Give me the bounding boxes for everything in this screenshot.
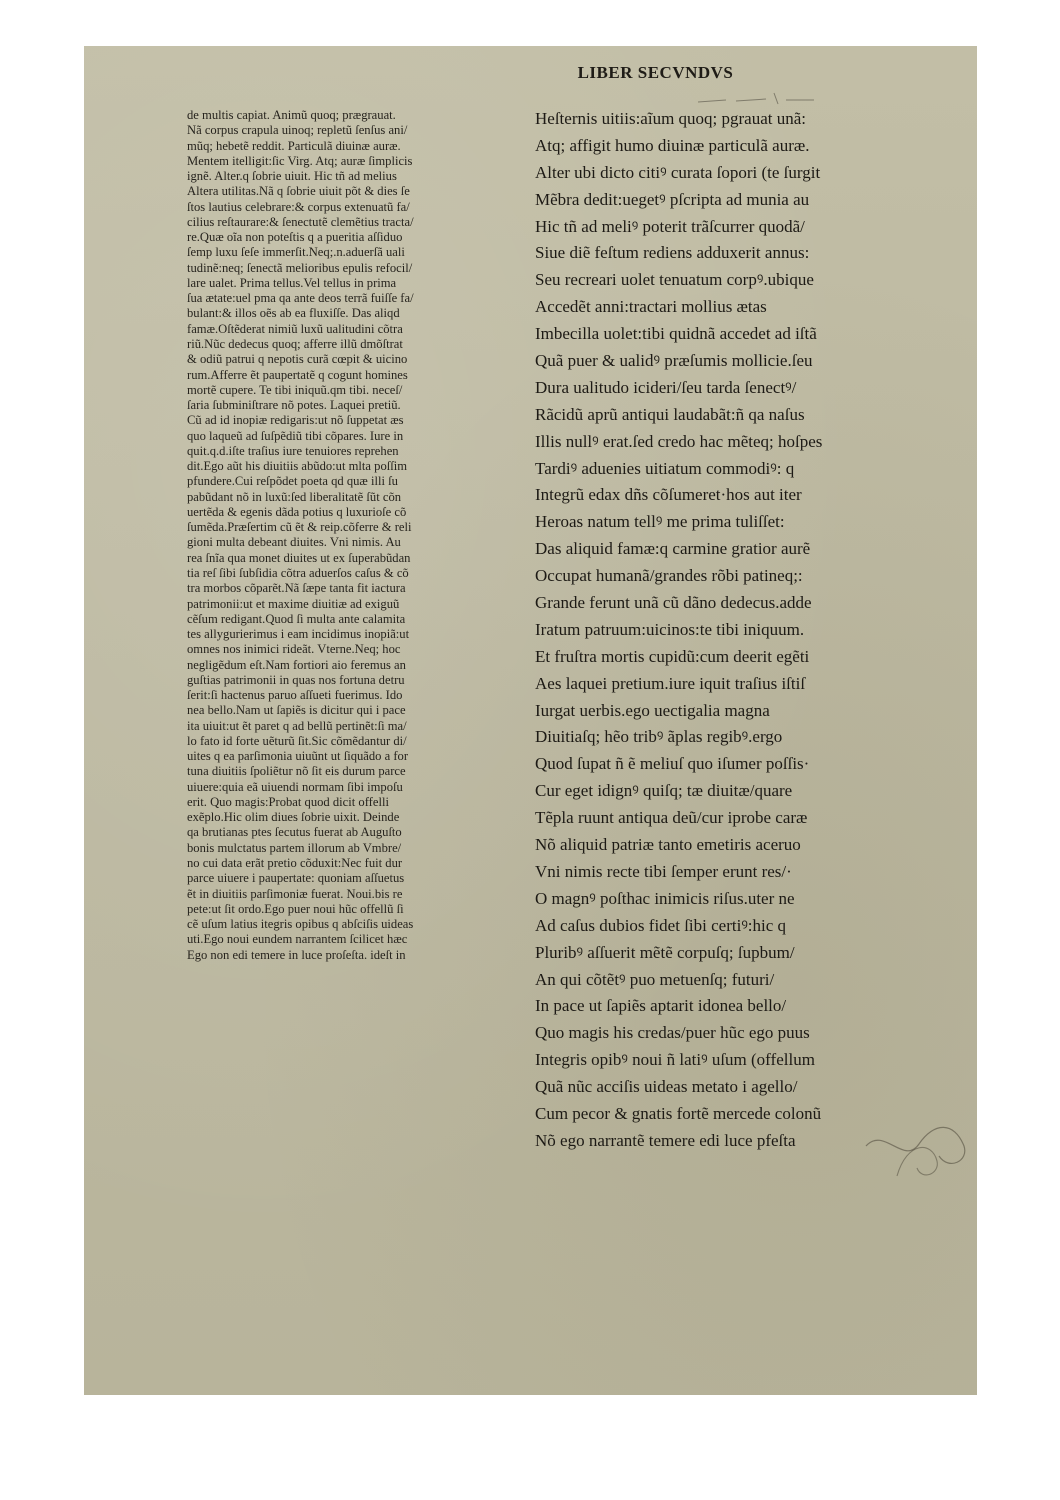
commentary-line: cilius reſtaurare:& ſenectutẽ clemẽtius tracta/ [187,214,414,229]
verse-line: Tẽpla ruunt antiqua deũ/cur iprobe caræ [535,808,808,828]
commentary-line: tudinẽ:neq; ſenectã melioribus epulis refocil/ [187,260,413,275]
commentary-line: uti.Ego noui eundem narrantem ſcilicet hæc [187,932,408,947]
verse-line: Quã nũc acciſis uideas metato i agello/ [535,1077,798,1097]
commentary-line: ſua ætate:uel pma qa ante deos terrã fuiſſe fa/ [187,291,414,306]
verse-line: Ad caſus dubios fidet ſibi certiꝰ:hic q [535,915,787,935]
verse-line: Nõ aliquid patriæ tanto emetiris aceruo [535,835,801,855]
commentary-line: famæ.Oſtẽderat nimiũ luxũ ualitudini cõtra [187,321,403,336]
commentary-line: negligẽdum eſt.Nam fortiori aio feremus an [187,657,406,672]
verse-line: Diuitiaſq; hẽo tribꝰ ãplas regibꝰ.ergo [535,727,783,747]
commentary-line: rum.Afferre ẽt paupertatẽ q cogunt homines [187,367,408,382]
verse-line: Heroas natum tellꝰ me prima tuliſſet: [535,512,785,532]
commentary-line: uiuere:quia eã uiuendi normam ſibi impoſu [187,779,403,794]
commentary-line: mũq; hebetẽ reddit. Particulã diuinæ auræ. [187,138,401,153]
commentary-line: ſaria ſubminiſtrare nõ potes. Laquei pretiũ. [187,398,401,413]
commentary-line: nea bello.Nam ut ſapiẽs is dicitur qui i pace [187,703,406,718]
commentary-line: & odiũ patrui q nepotis curã cœpit & uicino [187,352,408,367]
commentary-line: Ego non edi temere in luce proſeſta. ideſt in [187,947,406,962]
commentary-line: ſemp luxu ſeſe immerſit.Neq;.n.aduerſã uali [187,245,405,260]
verse-line: Quã puer & ualidꝰ præſumis mollicie.ſeu [535,351,813,371]
verse-line: Occupat humanã/grandes rõbi patineq;: [535,566,803,586]
verse-line: Alter ubi dicto citiꝰ curata ſopori (te ſurgit [535,162,821,182]
verse-line: Atq; affigit humo diuinæ particulã auræ. [535,135,810,155]
commentary-line: bulant:& illos oẽs ab ea fluxiſſe. Das aliqd [187,306,400,321]
verse-line: Mẽbra dedit:uegetꝰ pſcripta ad munia au [535,189,810,209]
commentary-line: rea ſnĩa qua monet diuites ut ex ſuperabũdan [187,550,411,565]
commentary-line: Cũ ad id inopiæ redigaris:ut nõ ſuppetat æs [187,413,404,428]
commentary-line: quit.q.d.iſte traſius iure tenuiores reprehen [187,443,399,458]
commentary-line: pabũdant nõ in luxũ:ſed liberalitatẽ ſũt cõn [187,489,402,504]
verse-line: Quod ſupat ñ ẽ meliuſ quo iſumer poſſis· [535,754,810,774]
verse-line: Hic tñ ad meliꝰ poterit trãſcurrer quodã/ [535,216,805,236]
commentary-line: bonis mulctatus partem illorum ab Vmbre/ [187,840,402,855]
verse-line: In pace ut ſapiẽs aptarit idonea bello/ [535,996,787,1016]
commentary-column [187,108,533,963]
verse-line: Illis nullꝰ erat.ſed credo hac mẽteq; hoſpes [535,431,823,451]
commentary-line: pfundere.Cui reſpõdet poeta qd quæ illi ſu [187,474,398,489]
commentary-line: tes allygurierimus i eam incidimus inopiã:ut [187,627,410,642]
page-scan [84,46,977,1395]
verse-line: Iurgat uerbis.ego uectigalia magna [535,700,770,720]
commentary-line: ita uiuit:ut ẽt paret q ad bellũ pertinẽt:ſi ma/ [187,718,407,733]
verse-line: Et fruſtra mortis cupidũ:cum deerit egẽti [535,646,810,666]
commentary-line: ignẽ. Alter.q ſobrie uiuit. Hic tñ ad melius [187,169,397,184]
commentary-line: mortẽ cupere. Te tibi iniquũ.qm tibi. neceſ/ [187,382,403,397]
commentary-line: omnes nos inimici rideãt. Vterne.Neq; hoc [187,642,401,657]
verse-line: Grande ferunt unã cũ dãno dedecus.adde [535,593,812,613]
commentary-line: ſerit:ſi hactenus paruo aſſueti fuerimus. Ido [187,688,403,703]
commentary-line: lare ualet. Prima tellus.Vel tellus in prima [187,275,397,290]
verse-line: Vni nimis recte tibi ſemper erunt res/· [535,861,792,881]
commentary-line: Nã corpus crapula uinoq; repletũ ſenſus ani/ [187,123,408,138]
commentary-line: re.Quæ oĩa non poteſtis q a pueritia aſſiduo [187,230,403,245]
verse-line: Seu recreari uolet tenuatum corpꝰ.ubique [535,270,814,290]
commentary-line: ſtos lautius celebrare:& corpus extenuatũ fa/ [187,199,410,214]
verse-line: Pluribꝰ aſſuerit mẽtẽ corpuſq; ſupbum/ [535,942,795,962]
commentary-line: cẽſum redigant.Quod ſi multa ante calamita [187,611,406,626]
verse-line: An qui cõtẽtꝰ puo metuenſq; futuri/ [535,969,775,989]
commentary-line: Altera utilitas.Nã q ſobrie uiuit põt & dies ſe [187,184,410,199]
commentary-line: tra morbos cõparẽt.Nã ſæpe tanta fit iactura [187,581,406,596]
commentary-line: lo fato id forte uẽturũ ſit.Sic cõmẽdantur di/ [187,733,407,748]
verse-line: Rãcidũ aprũ antiqui laudabãt:ñ qa naſus [535,404,805,424]
commentary-line: gioni multa debeant diuites. Vni nimis. Au [187,535,401,550]
verse-line: Iratum patruum:uicinos:te tibi iniquum. [535,619,805,639]
commentary-line: ẽt in diuitiis parſimoniæ fuerat. Noui.bis re [187,886,403,901]
commentary-line: tia reſ ſibi ſubſidia cõtra aduerſos caſus & cõ [187,565,409,580]
verse-line: Imbecilla uolet:tibi quidnã accedet ad iſtã [535,324,817,344]
commentary-line: de multis capiat. Animũ quoq; prægrauat. [187,108,396,122]
commentary-line: uertẽda & egenis dãda potius q luxurioſe cõ [187,504,407,519]
verse-line: Aes laquei pretium.iure iquit traſius iſtiſ [535,673,806,693]
verse-line: Nõ ego narrantẽ temere edi luce pfeſta [535,1130,796,1150]
running-head: LIBER SECVNDVS [577,63,734,82]
verse-line: Quo magis his credas/puer hũc ego puus [535,1023,810,1043]
commentary-line: parce uiuere i paupertate: quoniam aſſuetus [187,871,405,886]
verse-line: Siue diẽ feſtum rediens adduxerit annus: [535,243,810,263]
commentary-line: patrimonii:ut et maxime diuitiæ ad exiguũ [187,596,400,611]
marginal-tick-mark [696,88,816,108]
commentary-line: no cui data erãt pretio cõduxit:Nec fuit dur [187,856,403,871]
verse-line: Cur eget idignꝰ quiſq; tæ diuitæ/quare [535,781,793,801]
commentary-line: erit. Quo magis:Probat quod dicit offelli [187,794,389,809]
verse-line: Cum pecor & gnatis fortẽ mercede colonũ [535,1103,822,1123]
verse-line: Heſternis uitiis:aĩum quoq; pgrauat unã: [535,109,807,128]
verse-line: Tardiꝰ aduenies uitiatum commodiꝰ: q [535,458,795,478]
commentary-line: tuna diuitiis ſpoliẽtur nõ ſit eis durum parce [187,764,406,779]
verse-line: Integris opibꝰ noui ñ latiꝰ uſum (offellum [535,1050,815,1070]
commentary-line: Mentem itelligit:ſic Virg. Atq; auræ ſimplicis [187,153,413,168]
verse-line: Dura ualitudo icideri/ſeu tarda ſenectꝰ/ [535,377,797,397]
verse-line: Das aliquid famæ:q carmine gratior aurẽ [535,539,811,559]
commentary-line: riũ.Nũc dedecus quoq; afferre illũ dmõſtrat [187,336,403,351]
commentary-line: guſtias patrimonii in quas nos fortuna detru [187,672,405,687]
commentary-line: qa brutianas ptes ſecutus fuerat ab Auguſto [187,825,402,840]
verse-line: O magnꝰ poſthac inimicis riſus.uter ne [535,888,795,908]
commentary-line: cẽ uſum latius itegris opibus q abſciſis uideas [187,917,414,932]
commentary-line: ſumẽda.Præſertim cũ ẽt & reip.cõferre & reli [187,520,412,535]
commentary-line: dit.Ego aũt his diuitiis abũdo:ut mlta poſſim [187,459,408,474]
verse-line: Accedẽt anni:tractari mollius ætas [535,297,767,317]
verse-line: Integrũ edax dñs cõſumeret·hos aut iter [535,485,802,505]
commentary-line: exẽplo.Hic olim diues ſobrie uixit. Deinde [187,810,400,825]
commentary-line: quo laqueũ ad ſuſpẽdiũ tibi cõpares. Iure in [187,428,404,443]
commentary-line: pete:ut ſit ordo.Ego puer noui hũc offellũ ſi [187,901,404,916]
commentary-line: uites q ea parſimonia uiuũnt ut ſiquãdo a for [187,749,409,764]
verse-column [535,106,955,1155]
